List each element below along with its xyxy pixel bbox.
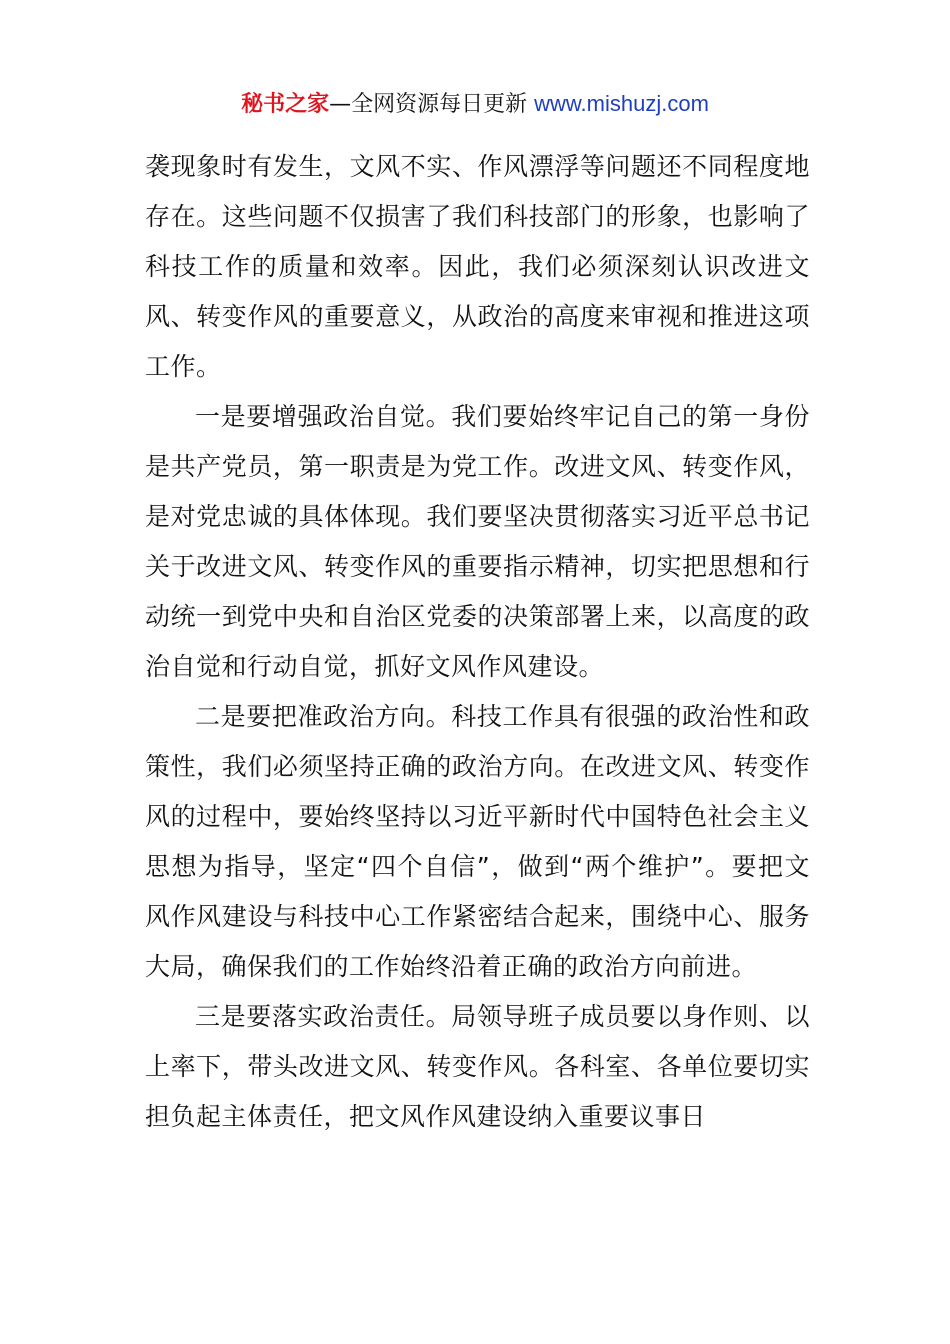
header-tagline: —全网资源每日更新 [329, 92, 528, 117]
paragraph-political-responsibility: 三是要落实政治责任。局领导班子成员要以身作则、以上率下，带头改进文风、转变作风。各科室、各单位要切实担负起主体责任，把文风作风建设纳入重要议事日 [145, 1002, 810, 1131]
paragraph-political-awareness: 一是要增强政治自觉。我们要始终牢记自己的第一身份是共产党员，第一职责是为党工作。改进文风、转变作风，是对党忠诚的具体体现。我们要坚决贯彻落实习近平总书记关于改进文风、转变作风的重要指示精神，切实把思想和行动统一到党中央和自治区党委的决策部署上来，以高度的政治自觉和行动自觉，抓好文风作风建设。 [145, 402, 810, 681]
brand-name: 秘书之家 [241, 92, 330, 117]
page-header [0, 84, 950, 125]
paragraph-political-direction: 二是要把准政治方向。科技工作具有很强的政治性和政策性，我们必须坚持正确的政治方向。在改进文风、转变作风的过程中，要始终坚持以习近平新时代中国特色社会主义思想为指导，坚定“四个自信”，做到“两个维护”。要把文风作风建设与科技中心工作紧密结合起来，围绕中心、服务大局，确保我们的工作始终沿着正确的政治方向前进。 [145, 702, 810, 981]
site-link[interactable]: www.mishuzj.com [534, 91, 709, 116]
paragraph-continued: 袭现象时有发生，文风不实、作风漂浮等问题还不同程度地存在。这些问题不仅损害了我们科技部门的形象，也影响了科技工作的质量和效率。因此，我们必须深刻认识改进文风、转变作风的重要意义，从政治的高度来审视和推进这项工作。 [145, 152, 810, 381]
document-body [145, 142, 810, 1142]
